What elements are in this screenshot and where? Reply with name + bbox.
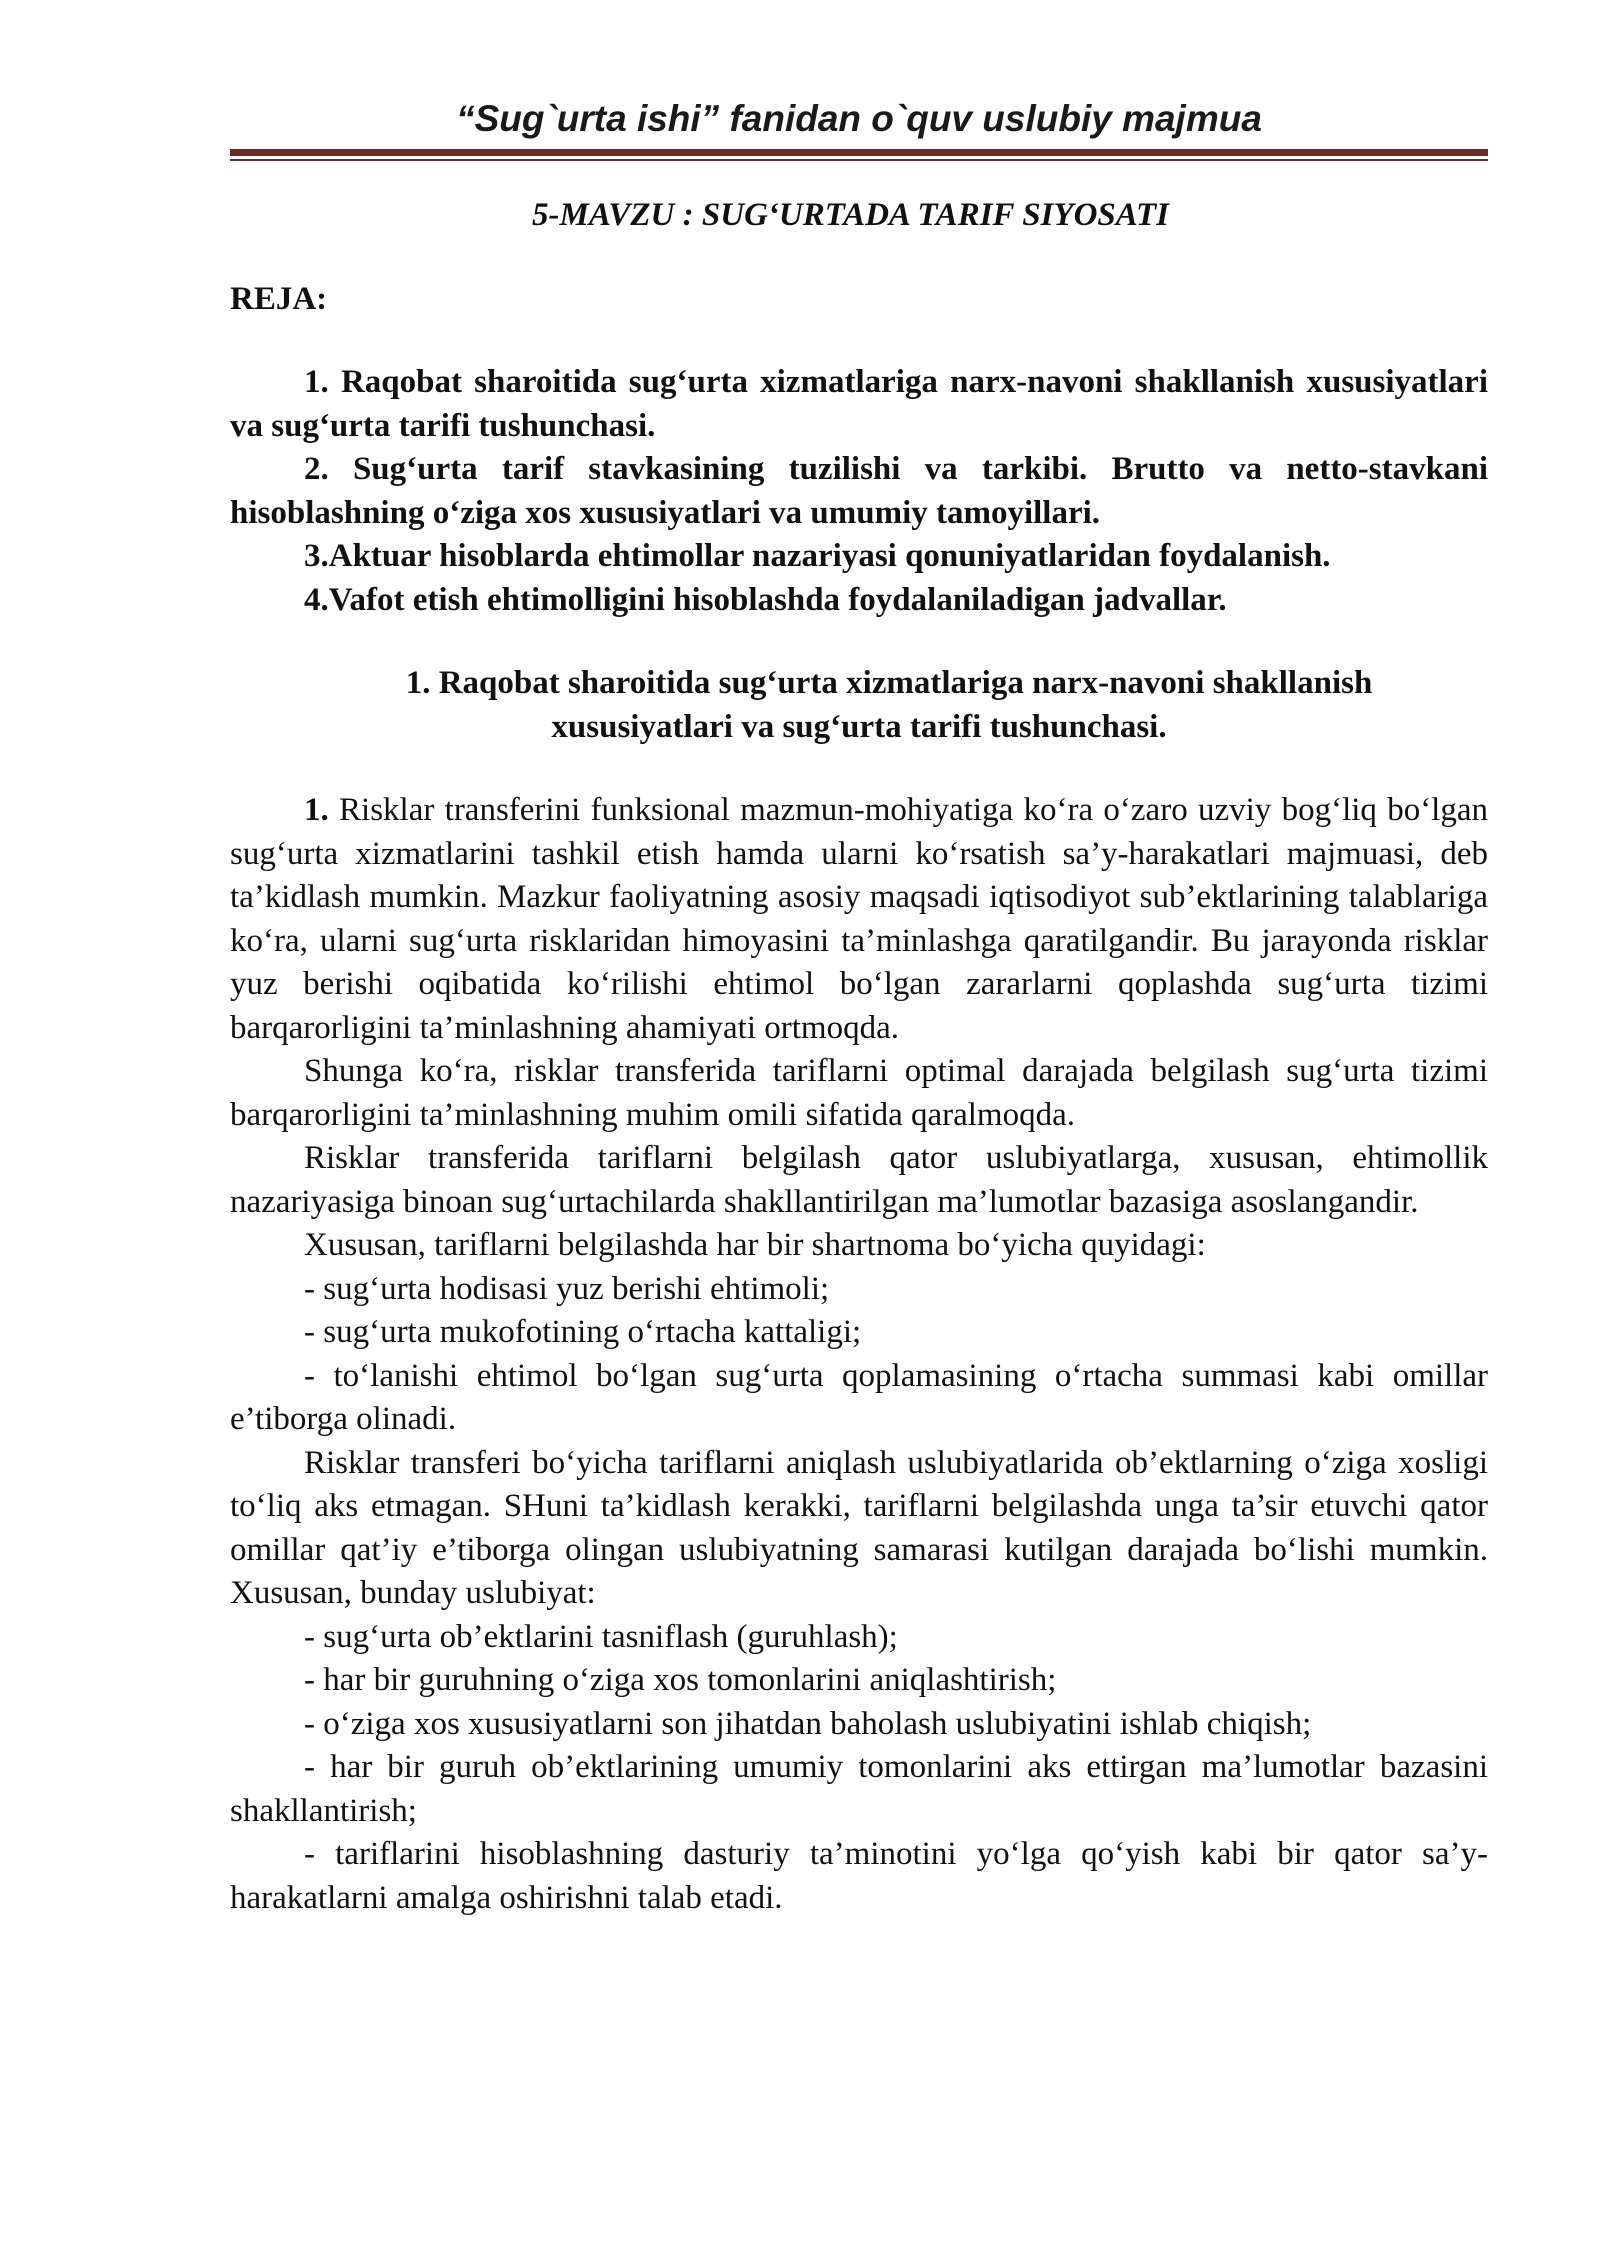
list-item: - sug‘urta hodisasi yuz berishi ehtimoli; — [304, 1270, 830, 1307]
topic-title: 5-MAVZU : SUG‘URTADA TARIF SIYOSATI — [532, 197, 1169, 233]
header-rule-thin — [230, 159, 1488, 161]
paragraph-4: Xususan, tariflarni belgilashda har bir shartnoma bo‘yicha quyidagi: — [304, 1227, 1206, 1263]
list-item: - har bir guruhning o‘ziga xos tomonlarini aniqlashtirish; — [304, 1662, 1057, 1698]
list-item: - sug‘urta ob’ektlarini tasniflash (guruhlash); — [304, 1618, 898, 1655]
paragraph-3: Risklar transferida tariflarni belgilash qator uslubiyatlarga, xususan, ehtimollik nazariyasiga binoan sug‘urtachilarda shakllantirilgan ma’lumotlar bazasiga asoslangandir. — [230, 1140, 1488, 1220]
header-rule — [230, 149, 1488, 156]
plan-item-4: 4.Vafot etish ehtimolligini hisoblashda foydalaniladigan jadvallar. — [304, 581, 1227, 618]
plan-item-1: 1. Raqobat sharoitida sug‘urta xizmatlariga narx-navoni shakllanish xususiyatlari va sug‘urta tarifi tushunchasi. — [230, 364, 1488, 444]
paragraph-2: Shunga ko‘ra, risklar transferida tariflarni optimal darajada belgilash sug‘urta tizimi barqarorligini ta’minlashning muhim omili sifatida qaralmoqda. — [230, 1053, 1488, 1133]
section-heading-line-2: xususiyatlari va sug‘urta tarifi tushunchasi. — [551, 708, 1167, 745]
list-item: - o‘ziga xos xususiyatlarni son jihatdan baholash uslubiyatini ishlab chiqish; — [304, 1705, 1312, 1742]
list-item: - har bir guruh ob’ektlarining umumiy tomonlarini aks ettirgan ma’lumotlar bazasini shakllantirish; — [230, 1749, 1488, 1829]
running-header-title: “Sug`urta ishi” fanidan o`quv uslubiy majmua — [456, 98, 1262, 139]
section-heading-line-1: 1. Raqobat sharoitida sug‘urta xizmatlariga narx-navoni shakllanish — [405, 665, 1373, 701]
plan-item-3: 3.Aktuar hisoblarda ehtimollar nazariyasi qonuniyatlaridan foydalanish. — [304, 538, 1331, 574]
section-heading — [230, 662, 1488, 749]
list-item: - sug‘urta mukofotining o‘rtacha kattaligi; — [304, 1314, 862, 1350]
plan-item-2: 2. Sug‘urta tarif stavkasining tuzilishi va tarkibi. Brutto va netto-stavkani hisoblashning o‘ziga xos xususiyatlari va umumiy tamoyillari. — [230, 451, 1488, 531]
paragraph-1 — [230, 789, 1488, 1050]
paragraph-1-number: 1. — [304, 792, 329, 828]
paragraph-1-text: Risklar transferini funksional mazmun-mohiyatiga ko‘ra o‘zaro uzviy bog‘liq bo‘lgan sug‘urta xizmatlarini tashkil etish hamda ularni ko‘rsatish sa’y-harakatlari majmuasi, deb ta’kidlash mumkin. Mazkur faoliyatning asosiy maqsadi iqtisodiyot sub’ektlarining talablariga ko‘ra, ularni sug‘urta risklaridan himoyasini ta’minlashga qaratilgandir. Bu jarayonda risklar yuz berishi oqibatida ko‘rilishi ehtimol bo‘lgan zararlarni qoplashda sug‘urta tizimi barqarorligini ta’minlashning ahamiyati ortmoqda. — [230, 792, 1488, 1046]
paragraph-5: Risklar transferi bo‘yicha tariflarni aniqlash uslubiyatlarida ob’ektlarning o‘ziga xosligi to‘liq aks etmagan. SHuni ta’kidlash kerakki, tariflarni belgilashda unga ta’sir etuvchi qator omillar qat’iy e’tiborga olingan uslubiyatning samarasi kutilgan darajada bo‘lishi mumkin. Xususan, bunday uslubiyat: — [230, 1444, 1488, 1611]
document-body — [230, 194, 1488, 1920]
plan-label: REJA: — [230, 280, 328, 317]
list-item: - tariflarini hisoblashning dasturiy ta’minotini yo‘lga qo‘yish kabi bir qator sa’y-harakatlarni amalga oshirishni talab etadi. — [230, 1836, 1488, 1916]
list-item: - to‘lanishi ehtimol bo‘lgan sug‘urta qoplamasining o‘rtacha summasi kabi omillar e’tiborga olinadi. — [230, 1357, 1488, 1437]
